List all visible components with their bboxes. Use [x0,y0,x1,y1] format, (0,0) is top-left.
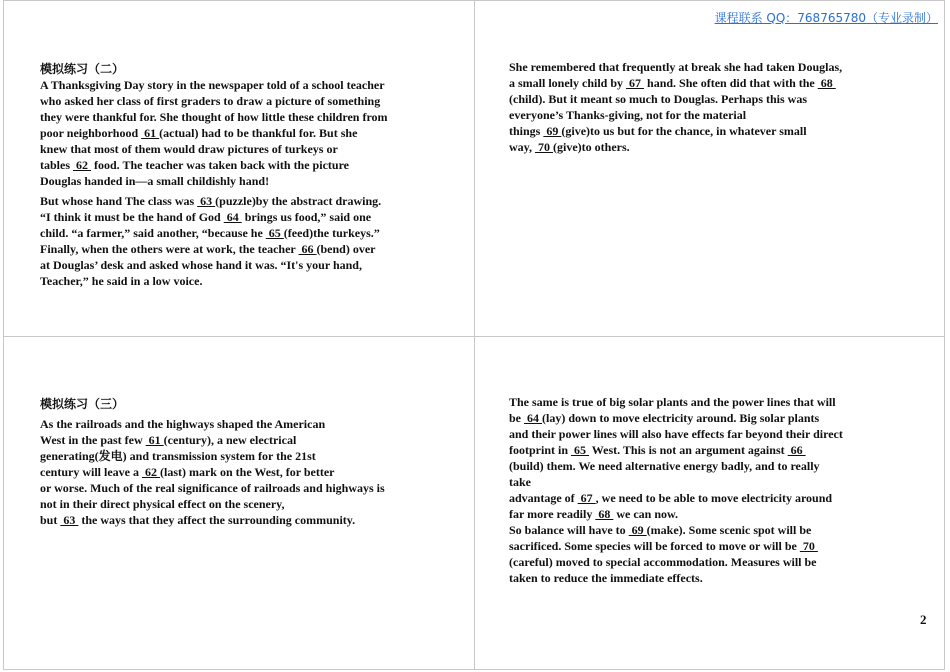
line-text: The same is true of big solar plants and the power lines that will [509,395,836,409]
text-line [40,512,465,528]
line-text: the ways that they affect the surrounding community. [78,513,356,527]
line-text: way, [509,140,536,154]
blank-number: 64 [223,210,242,224]
line-text: (bend) over [316,242,376,256]
blank-number: 63 [60,513,79,527]
line-text: take [509,475,531,489]
text-line [40,225,465,241]
line-text: knew that most of them would draw pictures of turkeys or [40,142,338,156]
text-line [509,394,934,410]
line-text: they were thankful for. She thought of how little these children from [40,110,388,124]
text-line [40,416,465,432]
line-text: (careful) moved to special accommodation. Measures will be [509,555,817,569]
text-line [40,77,465,93]
page-number: 2 [920,612,927,627]
blank-number: 63 [197,194,216,208]
text-line [509,139,934,155]
line-text: child. “a farmer,” said another, “because he [40,226,266,240]
text-line [40,480,465,496]
exercise-3-part-2 [509,394,934,586]
line-text: we can now. [613,507,678,521]
line-text: (lay) down to move electricity around. Big solar plants [542,411,820,425]
line-text: “I think it must be the hand of God [40,210,224,224]
text-line [40,125,465,141]
blank-number: 67 [577,491,596,505]
line-text: She remembered that frequently at break she had taken Douglas, [509,60,843,74]
text-line [40,141,465,157]
line-text: West in the past few [40,433,146,447]
text-line [509,91,934,107]
line-text: (give)to us but for the chance, in whatever small [561,124,807,138]
blank-number: 69 [628,523,647,537]
paragraph-4 [40,416,465,528]
text-line [509,59,934,75]
exercise-3-part-1 [40,396,465,528]
line-text: far more readily [509,507,596,521]
line-text: (last) mark on the West, for better [159,465,335,479]
text-line [40,193,465,209]
exercise-2-part-2 [509,59,934,155]
text-line [509,506,934,522]
paragraph-1 [40,77,465,189]
line-text: be [509,411,524,425]
line-text: brings us food,” said one [241,210,372,224]
line-text: So balance will have to [509,523,629,537]
line-text: things [509,124,544,138]
line-text: poor neighborhood [40,126,142,140]
line-text: at Douglas’ desk and asked whose hand it was. “It's your hand, [40,258,362,272]
blank-number: 70 [535,140,554,154]
blank-number: 64 [524,411,542,425]
text-line [40,257,465,273]
course-contact-link[interactable]: 课程联系 QQ：768765780（专业录制） [714,11,938,25]
text-line [509,426,934,442]
exercise-2-title: 模拟练习（二） [40,62,125,76]
text-line [509,522,934,538]
blank-number: 66 [787,443,806,457]
line-text: advantage of [509,491,578,505]
line-text: who asked her class of first graders to draw a picture of something [40,94,381,108]
line-text: hand. She often did that with the [644,76,818,90]
line-text: tables [40,158,73,172]
text-line [509,490,934,506]
blank-number: 68 [595,507,614,521]
line-text: food. The teacher was taken back with the picture [91,158,349,172]
blank-number: 61 [141,126,160,140]
text-line [40,432,465,448]
blank-number: 62 [73,158,91,172]
line-text: (actual) had to be thankful for. But she [159,126,358,140]
blank-number: 62 [141,465,160,479]
text-line [40,93,465,109]
text-line [40,496,465,512]
text-line [509,442,934,458]
text-line [509,107,934,123]
line-text: Finally, when the others were at work, the teacher [40,242,299,256]
text-line [509,474,934,490]
line-text: footprint in [509,443,572,457]
line-text: a small lonely child by [509,76,627,90]
line-text: (feed)the turkeys.” [283,226,380,240]
blank-number: 61 [145,433,164,447]
exercise-2-part-1 [40,61,465,289]
horizontal-divider [3,336,945,337]
line-text: (give)to others. [553,140,630,154]
blank-number: 69 [543,124,562,138]
line-text: (child). But it meant so much to Douglas. Perhaps this was [509,92,808,106]
blank-number: 66 [298,242,317,256]
text-line [40,273,465,289]
blank-number: 65 [265,226,284,240]
line-text: not in their direct physical effect on the scenery, [40,497,285,511]
line-text: As the railroads and the highways shaped the American [40,417,326,431]
line-text: But whose hand The class was [40,194,198,208]
text-line [509,554,934,570]
line-text: West. This is not an argument against [589,443,788,457]
line-text: century will leave a [40,465,142,479]
line-text: A Thanksgiving Day story in the newspaper told of a school teacher [40,78,385,92]
text-line [509,75,934,91]
blank-number: 65 [571,443,590,457]
text-line [509,538,934,554]
line-text: or worse. Much of the real significance of railroads and highways is [40,481,385,495]
line-text: Teacher,” he said in a low voice. [40,274,203,288]
text-line [40,173,465,189]
text-line [509,570,934,586]
vertical-divider [474,0,475,670]
text-line [40,209,465,225]
line-text: (build) them. We need alternative energy badly, and to really [509,459,820,473]
blank-number: 68 [817,76,836,90]
line-text: everyone’s Thanks-giving, not for the material [509,108,747,122]
line-text: and their power lines will also have effects far beyond their direct [509,427,843,441]
text-line [40,241,465,257]
exercise-3-title: 模拟练习（三） [40,397,125,411]
text-line [40,157,465,173]
text-line [509,410,934,426]
blank-number: 70 [799,539,818,553]
text-line [40,109,465,125]
line-text: (puzzle)by the abstract drawing. [215,194,382,208]
text-line [509,123,934,139]
line-text: taken to reduce the immediate effects. [509,571,703,585]
line-text: generating(发电) and transmission system for the 21st [40,449,316,463]
blank-number: 67 [626,76,645,90]
line-text: but [40,513,61,527]
text-line [40,464,465,480]
paragraph-2 [40,193,465,289]
text-line [40,448,465,464]
line-text: , we need to be able to move electricity around [595,491,833,505]
text-line [509,458,934,474]
paragraph-3 [509,59,934,155]
line-text: sacrificed. Some species will be forced to move or will be [509,539,800,553]
line-text: Douglas handed in—a small childishly hand! [40,174,270,188]
line-text: (century), a new electrical [163,433,297,447]
paragraph-5 [509,394,934,586]
line-text: (make). Some scenic spot will be [646,523,812,537]
